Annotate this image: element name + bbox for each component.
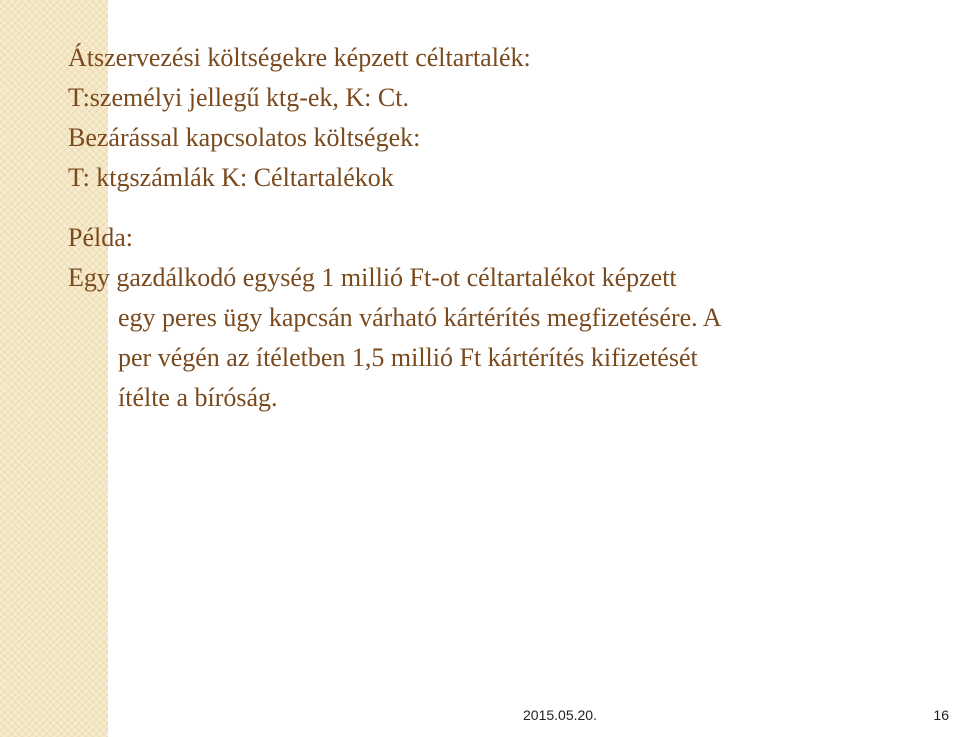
page-number: 16 <box>933 707 949 723</box>
example-continuation-1: egy peres ügy kapcsán várható kártérítés megfizetésére. A <box>118 303 722 332</box>
text-line-2: T:személyi jellegű ktg-ek, K: Ct. <box>68 83 409 112</box>
text-line-1: Átszervezési költségekre képzett céltartalék: <box>68 43 531 72</box>
example-label: Példa: <box>68 223 133 252</box>
example-first-line: Egy gazdálkodó egység 1 millió Ft-ot céltartalékot képzett <box>68 263 677 292</box>
text-line-3: Bezárással kapcsolatos költségek: <box>68 123 421 152</box>
slide-content <box>68 38 938 418</box>
example-continuation-3: ítélte a bíróság. <box>118 383 278 412</box>
example-continuation-2: per végén az ítéletben 1,5 millió Ft kártérítés kifizetését <box>118 343 698 372</box>
footer-date: 2015.05.20. <box>523 707 597 723</box>
spacer <box>68 198 938 218</box>
text-line-4: T: ktgszámlák K: Céltartalékok <box>68 163 394 192</box>
